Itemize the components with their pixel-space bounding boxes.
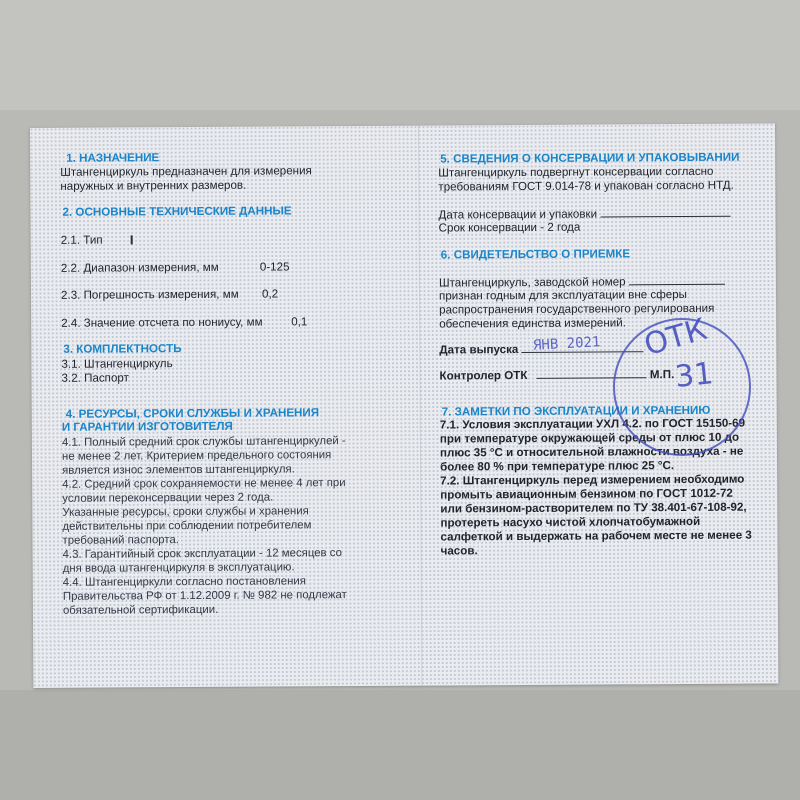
section-7-line: промыть авиационным бензином по ГОСТ 1012-72 <box>440 486 733 502</box>
serial-label: Штангенциркуль, заводской номер <box>438 275 626 290</box>
section-7-line: 7.1. Условия эксплуатации УХЛ 4.2. по ГОСТ 15150-69 <box>439 416 746 432</box>
controller-label: Контролер ОТК <box>439 368 528 383</box>
type-label: 2.1. Тип <box>60 233 103 247</box>
section-4-line: требований паспорта. <box>62 534 179 547</box>
section-7-line: более 80 % при температуре плюс 25 °С. <box>440 459 675 474</box>
section-6-heading: 6. СВИДЕТЕЛЬСТВО О ПРИЕМКЕ <box>440 247 631 262</box>
section-4-heading-cont: И ГАРАНТИИ ИЗГОТОВИТЕЛЯ <box>61 419 233 434</box>
section-4-line: Правительства РФ от 1.12.2009 г. № 982 не подлежат <box>62 589 347 603</box>
mp-label: М.П. <box>649 368 675 382</box>
section-4-line: не менее 2 лет. Критерием предельного состояния <box>61 449 332 463</box>
section-5-heading: 5. СВЕДЕНИЯ О КОНСЕРВАЦИИ И УПАКОВЫВАНИИ <box>440 150 740 166</box>
range-label: 2.2. Диапазон измерения, мм <box>60 260 219 275</box>
section-4-line: является износ элементов штангенциркуля. <box>62 463 295 477</box>
type-mark <box>131 235 133 244</box>
left-column <box>60 126 400 617</box>
background-bottom <box>0 690 800 800</box>
section-7-line: плюс 35 °С и относительной влажности воздуха - не <box>439 444 744 460</box>
section-4-line: условии переконсервации через 2 года. <box>62 491 274 505</box>
section-4-line: 4.2. Средний срок сохраняемости не менее 4 лет при <box>62 477 346 491</box>
release-date-label: Дата выпуска <box>439 343 519 357</box>
section-4-line: обязательной сертификации. <box>62 603 219 617</box>
conservation-date-label: Дата консервации и упаковки <box>438 207 598 222</box>
kit-item: 3.2. Паспорт <box>61 371 129 385</box>
section-4-heading: 4. РЕСУРСЫ, СРОКИ СЛУЖБЫ И ХРАНЕНИЯ <box>65 406 320 421</box>
section-1-heading: 1. НАЗНАЧЕНИЕ <box>66 151 160 165</box>
section-7-heading: 7. ЗАМЕТКИ ПО ЭКСПЛУАТАЦИИ И ХРАНЕНИЮ <box>441 403 711 419</box>
otk-stamp-label: ОТК <box>640 311 711 364</box>
otk-stamp-number: 31 <box>673 356 715 395</box>
kit-item: 3.1. Штангенциркуль <box>61 357 173 371</box>
section-7-line: или бензином-растворителем по ТУ 38.401-67-108-92, <box>440 500 747 516</box>
background-top <box>0 0 800 110</box>
section-4-line: дня ввода штангенциркуля в эксплуатацию. <box>62 561 295 575</box>
section-2-heading: 2. ОСНОВНЫЕ ТЕХНИЧЕСКИЕ ДАННЫЕ <box>62 204 292 219</box>
vernier-value: 0,1 <box>291 315 308 329</box>
section-7-line: часов. <box>440 544 478 558</box>
serial-blank <box>629 274 725 286</box>
fold-line <box>418 126 422 686</box>
section-1-line: Штангенциркуль предназначен для измерения <box>60 164 312 179</box>
section-5-line: Штангенциркуль подвергнут консервации согласно <box>438 164 714 180</box>
error-value: 0,2 <box>261 287 279 301</box>
section-7-line: 7.2. Штангенциркуль перед измерением необходимо <box>440 472 745 488</box>
type-row <box>61 233 133 247</box>
section-5-line: требованиям ГОСТ 9.014-78 и упакован согласно НТД. <box>438 178 734 194</box>
section-7-line: салфеткой и выдержать на рабочем месте не менее 3 <box>440 528 752 544</box>
section-4-line: Указанные ресурсы, сроки службы и хранения <box>62 505 309 519</box>
section-4-line: 4.4. Штангенциркули согласно постановления <box>62 575 306 589</box>
section-3-heading: 3. КОМПЛЕКТНОСТЬ <box>63 342 182 356</box>
conservation-date-blank <box>600 206 730 218</box>
section-6-line: признан годным для эксплуатации вне сферы <box>438 287 688 303</box>
section-6-line: распространения государственного регулирования <box>439 301 715 317</box>
error-label: 2.3. Погрешность измерения, мм <box>60 287 239 302</box>
release-date-stamp: ЯНВ 2021 <box>532 334 601 354</box>
section-1-line: наружных и внутренних размеров. <box>60 178 247 193</box>
conservation-date-row <box>438 206 730 223</box>
section-7-line: протереть насухо чистой хлопчатобумажной <box>440 514 701 530</box>
conservation-term: Срок консервации - 2 года <box>438 220 581 235</box>
section-4-line: 4.3. Гарантийный срок эксплуатации - 12 месяцев со <box>62 547 342 561</box>
vernier-label: 2.4. Значение отсчета по нониусу, мм <box>61 315 263 330</box>
range-value: 0-125 <box>259 260 290 274</box>
section-4-line: 4.1. Полный средний срок службы штангенциркулей - <box>61 435 346 449</box>
section-7-line: при температуре окружающей среды от плюс 10 до <box>439 430 740 446</box>
section-4-line: действительны при соблюдении потребителем <box>62 519 312 533</box>
section-6-line: обеспечения единства измерений. <box>439 316 626 331</box>
